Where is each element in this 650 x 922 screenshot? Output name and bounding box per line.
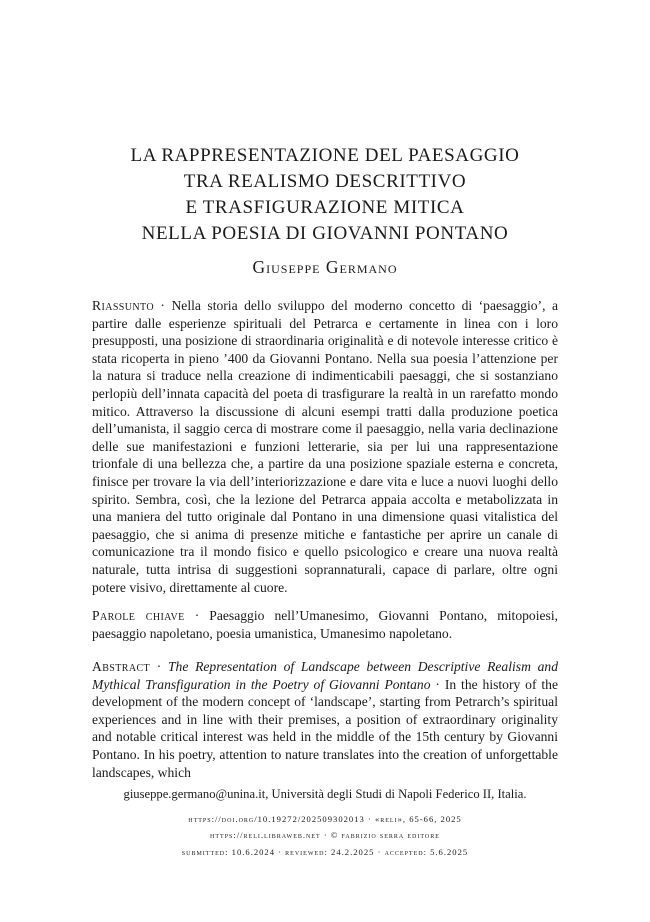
- doi-line: https://doi.org/10.19272/202509302013 · «reli», 65-66, 2025: [188, 814, 462, 824]
- article-title: [60, 143, 590, 247]
- title-line: NELLA POESIA DI GIOVANNI PONTANO: [141, 223, 509, 244]
- abstract-paragraph: [92, 658, 558, 781]
- review-dates-line: submitted: 10.6.2024 · reviewed: 24.2.2025 · accepted: 5.6.2025: [181, 847, 469, 857]
- author-affiliation: giuseppe.germano@unina.it, Università degli Studi di Napoli Federico II, Italia.: [123, 787, 527, 801]
- abstract-text: · In the history of the development of the modern concept of ‘landscape’, starting from Petrarch’s spiritual experiences and in line with their premises, a position of extraordinary originality and notable critical interest was held in the middle of the 15th century by Giovanni Pontano. In his poetry, attention to nature translates into the creation of unforgettable landscapes, which: [92, 676, 558, 780]
- abstract-english-title: The Representation of Landscape between Descriptive Realism and Mythical Transfiguration in the Poetry of Giovanni Pontano: [92, 659, 558, 692]
- riassunto-separator: ·: [153, 298, 172, 313]
- keywords-text: Paesaggio nell’Umanesimo, Giovanni Pontano, mitopoiesi, paesaggio napoletano, poesia umanistica, Umanesimo napoletano.: [92, 608, 558, 641]
- riassunto-label: Riassunto: [92, 298, 154, 313]
- keywords-label: Parole chiave: [92, 608, 185, 623]
- publisher-line: https://reli.libraweb.net · © fabrizio serra editore: [210, 830, 440, 840]
- title-line: E TRASFIGURAZIONE MITICA: [185, 197, 465, 218]
- abstract-separator: ·: [150, 659, 168, 674]
- riassunto-text: Nella storia dello sviluppo del moderno concetto di ‘paesaggio’, a partire dalle esperienze spirituali del Petrarca e certamente in linea con i loro presupposti, una posizione di straordinaria originalità e di notevole interesse critico è stata ricoperta in pieno ’400 da Giovanni Pontano. Nella sua poesia l’attenzione per la natura si traduce nella creazione di indimenticabili paesaggi, che si sostanziano perlopiù dell’innata capacità del poeta di trasfigurare la realtà in un rarefatto mondo mitico. Attraverso la discussione di alcuni esempi tratti dalla produzione poetica dell’umanista, il saggio cerca di mostrare come il paesaggio, nella varia declinazione delle sue manifestazioni e funzioni letterarie, sia per lui una rappresentazione trionfale di una bellezza che, a partire da una posizione spaziale esterna e concreta, finisce per trovare la via dell’interiorizzazione e dare vita e luce a nuovi luoghi dello spirito. Sembra, così, che la lezione del Petrarca appaia accolta e metabolizzata in una maniera del tutto originale dal Pontano in una dimensione quasi vitalistica del paesaggio, che si anima di presenze mitiche e fantastiche per aprire un canale di comunicazione tra il mondo fisico e quello psicologico e creare una nuova realtà naturale, tutta intrisa di suggestioni soprannaturali, capace di parlare, oltre ogni potere visivo, direttamente al cuore.: [92, 298, 558, 595]
- title-line: TRA REALISMO DESCRITTIVO: [183, 171, 467, 192]
- keywords-separator: ·: [184, 608, 210, 623]
- abstract-label: Abstract: [92, 659, 151, 674]
- title-line: LA RAPPRESENTAZIONE DEL PAESAGGIO: [130, 145, 520, 166]
- riassunto-paragraph: [92, 297, 558, 596]
- author-name: Giuseppe Germano: [252, 257, 398, 277]
- keywords-paragraph: [92, 607, 558, 642]
